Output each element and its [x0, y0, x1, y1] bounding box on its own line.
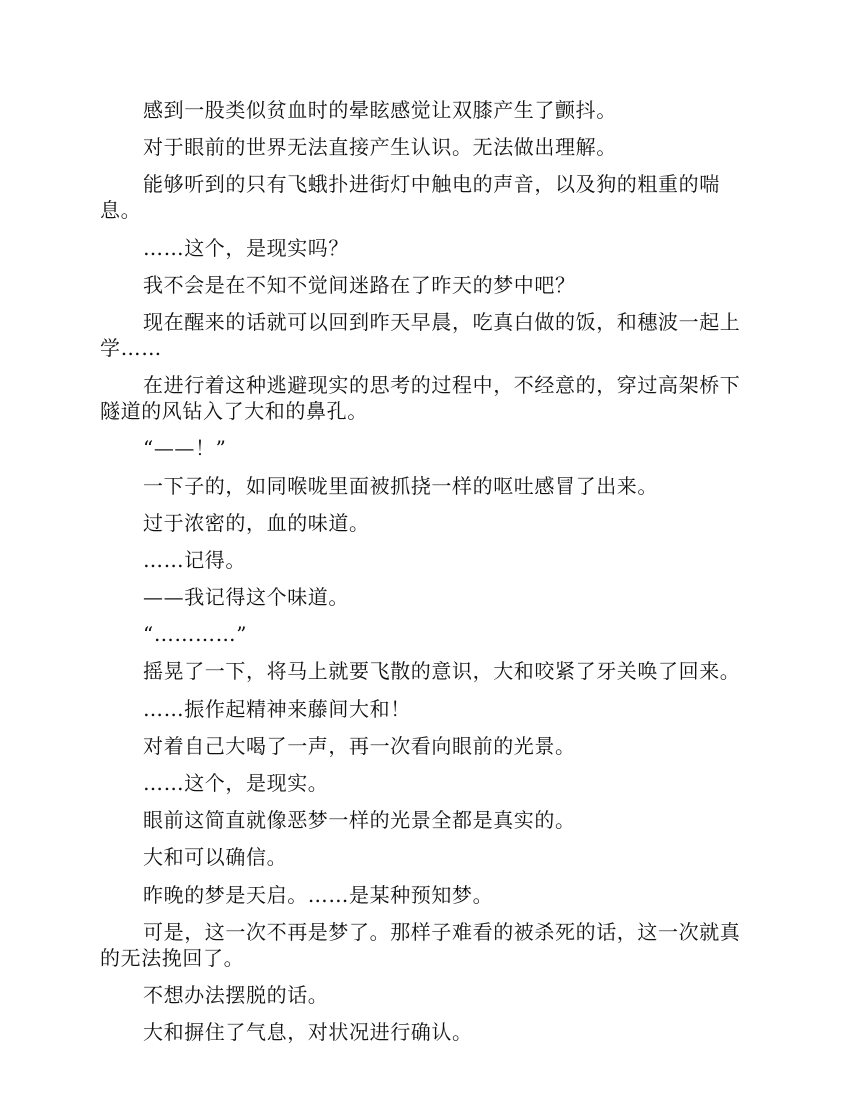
paragraph: ……这个，是现实。: [143, 771, 329, 795]
paragraph: ……振作起精神来藤间大和！: [143, 696, 411, 721]
paragraph: ……记得。: [143, 547, 246, 572]
paragraph: 感到一股类似贫血时的晕眩感觉让双膝产生了颤抖。: [143, 98, 617, 122]
paragraph: 可是，这一次不再是梦了。那样子难看的被杀死的话，这一次就真的无法挽回了。: [100, 919, 741, 970]
document-page: [100, 97, 748, 1056]
paragraph: 不想办法摆脱的话。: [143, 982, 329, 1007]
paragraph: “…………”: [143, 622, 248, 647]
paragraph: 昨晚的梦是天启。……是某种预知梦。: [143, 882, 494, 907]
paragraph: 一下子的，如同喉咙里面被抓挠一样的呕吐感冒了出来。: [143, 473, 658, 498]
paragraph: “——！”: [143, 436, 227, 461]
paragraph: 在进行着这种逃避现实的思考的过程中，不经意的，穿过高架桥下隧道的风钻入了大和的鼻孔。: [100, 373, 741, 424]
paragraph: ……这个，是现实吗？: [143, 235, 349, 260]
paragraph: 大和摒住了气息，对状况进行确认。: [143, 1020, 473, 1045]
paragraph: 过于浓密的，血的味道。: [143, 510, 370, 535]
paragraph: ——我记得这个味道。: [143, 585, 349, 610]
paragraph: 对着自己大喝了一声，再一次看向眼前的光景。: [143, 733, 576, 758]
paragraph: 现在醒来的话就可以回到昨天早晨，吃真白做的饭，和穗波一起上学……: [100, 309, 741, 360]
paragraph: 对于眼前的世界无法直接产生认识。无法做出理解。: [143, 135, 617, 160]
paragraph: 我不会是在不知不觉间迷路在了昨天的梦中吧？: [143, 272, 576, 297]
paragraph: 摇晃了一下，将马上就要飞散的意识，大和咬紧了牙关唤了回来。: [143, 659, 741, 684]
paragraph: 能够听到的只有飞蛾扑进街灯中触电的声音，以及狗的粗重的喘息。: [100, 172, 720, 223]
paragraph: 眼前这简直就像恶梦一样的光景全都是真实的。: [143, 808, 576, 833]
paragraph: 大和可以确信。: [143, 845, 288, 870]
